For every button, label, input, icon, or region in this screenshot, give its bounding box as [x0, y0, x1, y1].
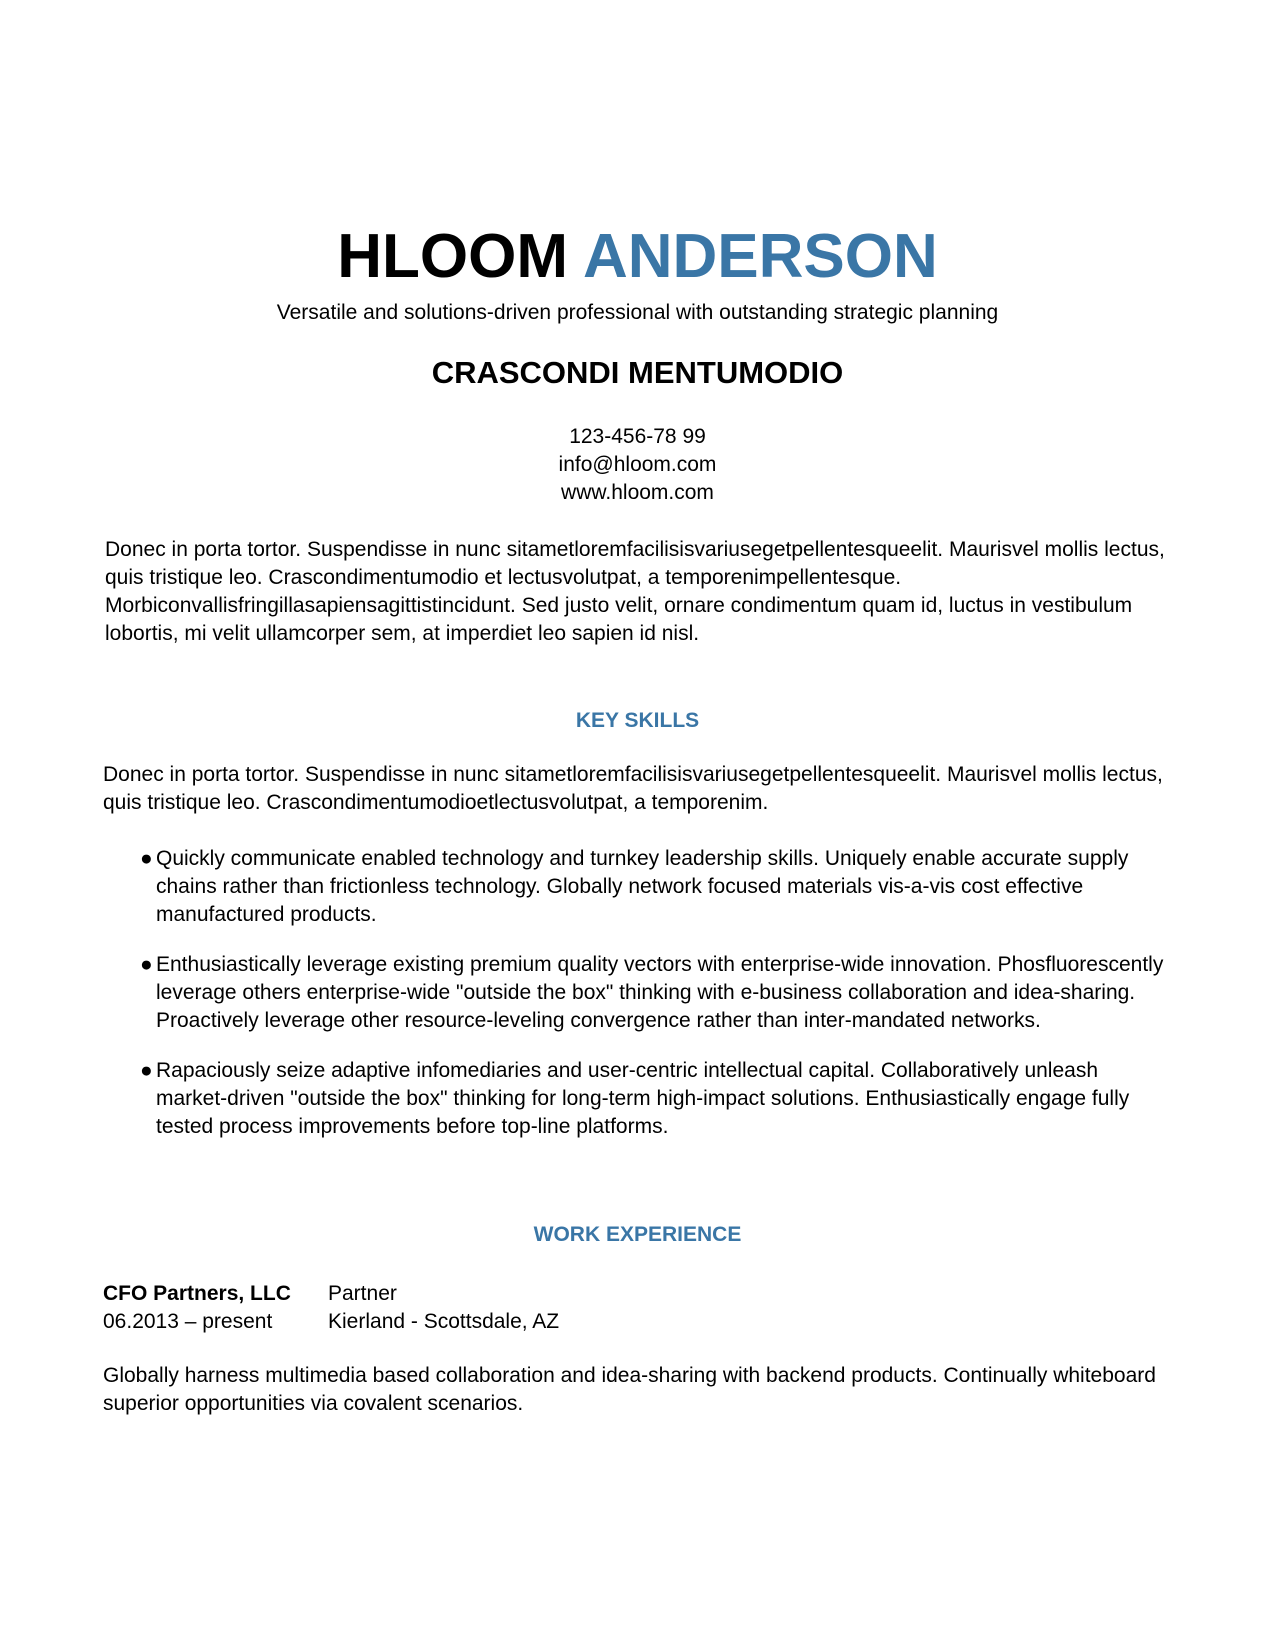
key-skills-heading: KEY SKILLS	[575, 709, 700, 732]
job-meta-row	[103, 1308, 559, 1336]
bullet-icon: ●	[140, 953, 153, 976]
job-location: Kierland - Scottsdale, AZ	[328, 1310, 560, 1333]
job-title: Partner	[328, 1282, 397, 1305]
tagline: Versatile and solutions-driven professional with outstanding strategic planning	[276, 301, 999, 324]
job-description: Globally harness multimedia based collaboration and idea-sharing with backend products. Continually whiteboard superior opportunities via covalent scenarios.	[103, 1364, 1156, 1415]
summary-paragraph: Donec in porta tortor. Suspendisse in nunc sitametloremfacilisisvariusegetpellentesqueelit. Maurisvel mollis lectus, quis tristique leo. Crascondimentumodio et lectusvolutpat, a temporenimpellentesque. Morbiconvallisfringillasapiensagittistincidunt. Sed justo velit, ornare condimentum quam id, luctus in vestibulum lobortis, mi velit ullamcorper sem, at imperdiet leo sapien id nisl.	[105, 538, 1165, 645]
company-name: CFO Partners, LLC	[103, 1282, 291, 1305]
work-experience-heading: WORK EXPERIENCE	[533, 1223, 742, 1246]
role-title: CRASCONDI MENTUMODIO	[431, 355, 844, 390]
last-name: ANDERSON	[582, 222, 938, 291]
bullet-icon: ●	[140, 1059, 153, 1082]
job-header-row	[103, 1280, 559, 1308]
list-item-text: Quickly communicate enabled technology and turnkey leadership skills. Uniquely enable accurate supply chains rather than frictionless technology. Globally network focused materials vis-a-vis cost effective manufactured products.	[156, 847, 1129, 926]
candidate-name	[0, 222, 1275, 292]
phone: 123-456-78 99	[569, 425, 706, 448]
list-item-text: Enthusiastically leverage existing premium quality vectors with enterprise-wide innovation. Phosfluorescently leverage others enterprise-wide "outside the box" thinking with e-business collaboration and idea-sharing. Proactively leverage other resource-leveling convergence rather than inter-mandated networks.	[156, 953, 1164, 1032]
list-item	[140, 845, 1165, 929]
key-skills-list	[140, 845, 1165, 1163]
email: info@hloom.com	[558, 453, 717, 476]
key-skills-intro: Donec in porta tortor. Suspendisse in nunc sitametloremfacilisisvariusegetpellentesqueelit. Maurisvel mollis lectus, quis tristique leo. Crascondimentumodioetlectusvolutpat, a temporenim.	[103, 763, 1163, 814]
website: www.hloom.com	[561, 481, 714, 504]
list-item-text: Rapaciously seize adaptive infomediaries and user-centric intellectual capital. Collaboratively unleash market-driven "outside the box" thinking for long-term high-impact solutions. Enthusiastically engage fully tested process improvements before top-line platforms.	[156, 1059, 1130, 1138]
job-dates: 06.2013 – present	[103, 1310, 273, 1333]
first-name: HLOOM	[337, 222, 568, 291]
list-item	[140, 1057, 1165, 1141]
job-entry	[103, 1280, 559, 1336]
list-item	[140, 951, 1165, 1035]
bullet-icon: ●	[140, 847, 153, 870]
contact-block	[0, 423, 1275, 507]
